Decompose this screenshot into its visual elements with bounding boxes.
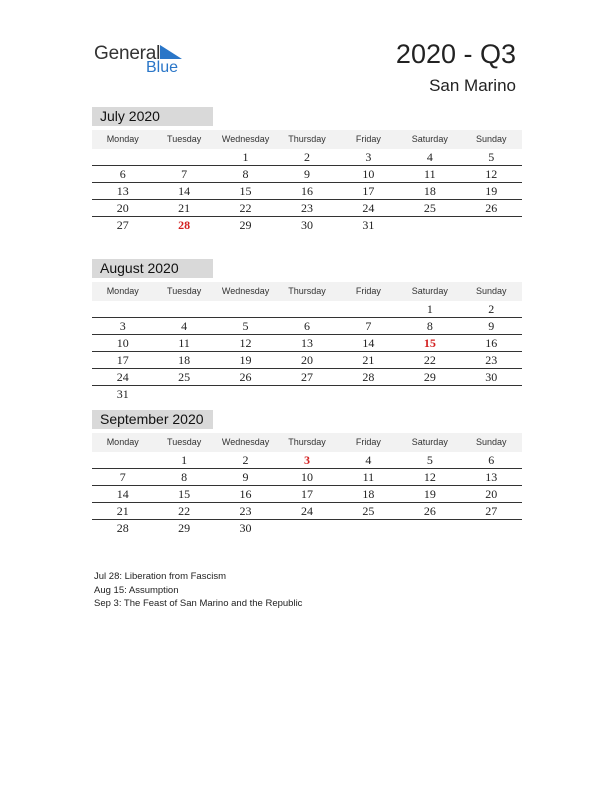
date-cell: 4 [365,453,372,467]
date-cell: 11 [362,470,375,484]
month-label: July 2020 [92,107,213,126]
date-cell: 20 [485,487,498,501]
date-cell: 24 [362,201,375,215]
calendar-grid [92,452,522,536]
date-cell: 16 [485,336,498,350]
week-row [92,183,522,200]
weekday-label: Tuesday [167,437,202,447]
date-cell: 5 [426,453,433,467]
weekday-label: Sunday [475,286,507,296]
date-cell: 7 [181,167,188,181]
date-cell: 22 [178,504,191,518]
date-cell: 14 [116,487,129,501]
date-cell: 3 [119,319,126,333]
date-cell: 8 [242,167,249,181]
date-cell: 8 [426,319,433,333]
date-cell: 17 [116,353,129,367]
week-row [92,301,522,318]
date-cell: 25 [423,201,436,215]
month-september [92,410,522,536]
date-cell: 12 [485,167,498,181]
date-cell: 26 [423,504,436,518]
week-row [92,452,522,469]
logo-text-blue: Blue [146,59,179,76]
holiday-date: 3 [303,453,310,467]
date-cell: 24 [116,370,129,384]
week-row [92,520,522,536]
date-cell [461,386,522,402]
date-cell: 16 [300,184,313,198]
weekday-label: Friday [355,134,381,144]
month-july [92,107,522,233]
date-cell: 19 [423,487,436,501]
page-title: 2020 - Q3 [395,39,516,69]
date-cell: 29 [178,521,191,535]
country-name: San Marino [429,76,516,95]
holiday-note: Aug 15: Assumption [94,584,179,596]
holiday-note: Jul 28: Liberation from Fascism [94,571,226,582]
date-cell: 9 [488,319,495,333]
date-cell: 20 [116,201,129,215]
date-cell: 6 [488,453,495,467]
weekday-label: Saturday [411,134,448,144]
date-cell [399,217,460,233]
date-cell: 25 [178,370,191,384]
date-cell: 2 [242,453,249,467]
date-cell: 16 [239,487,252,501]
date-cell: 22 [239,201,252,215]
date-cell: 14 [178,184,191,198]
date-cell: 7 [119,470,126,484]
week-row [92,486,522,503]
weekday-label: Wednesday [221,134,270,144]
date-cell: 27 [300,370,313,384]
date-cell: 3 [365,150,372,164]
date-cell: 31 [362,218,375,232]
calendar-grid [92,301,522,402]
date-cell: 1 [242,150,249,164]
date-cell [338,301,399,317]
date-cell: 9 [303,167,310,181]
date-cell: 7 [365,319,372,333]
holiday-note: Sep 3: The Feast of San Marino and the Republic [94,598,303,609]
date-cell: 6 [119,167,126,181]
date-cell: 1 [426,302,433,316]
week-row [92,369,522,386]
week-row [92,166,522,183]
date-cell: 2 [488,302,495,316]
week-row [92,200,522,217]
date-cell: 19 [239,353,252,367]
date-cell: 18 [423,184,436,198]
date-cell: 13 [116,184,129,198]
weekday-label: Monday [106,286,139,296]
date-cell: 10 [300,470,313,484]
date-cell: 6 [303,319,310,333]
date-cell [338,520,399,536]
date-cell: 27 [116,218,129,232]
date-cell: 21 [362,353,375,367]
date-cell: 21 [178,201,191,215]
date-cell [215,386,276,402]
date-cell: 30 [239,521,252,535]
weekday-label: Saturday [411,437,448,447]
weekday-label: Tuesday [167,134,202,144]
date-cell: 22 [423,353,436,367]
generalblue-logo [94,40,194,80]
date-cell: 21 [116,504,129,518]
date-cell: 2 [303,150,310,164]
date-cell: 30 [300,218,313,232]
date-cell: 17 [300,487,313,501]
date-cell [153,386,214,402]
date-cell: 17 [362,184,375,198]
date-cell: 1 [181,453,188,467]
date-cell: 30 [485,370,498,384]
date-cell: 26 [239,370,252,384]
date-cell: 4 [181,319,188,333]
date-cell: 26 [485,201,498,215]
date-cell: 9 [242,470,249,484]
week-row [92,469,522,486]
weekday-label: Thursday [288,286,326,296]
date-cell [399,386,460,402]
month-label: September 2020 [92,410,213,429]
date-cell [92,452,153,468]
week-row [92,217,522,233]
date-cell: 28 [362,370,375,384]
date-cell: 8 [181,470,188,484]
calendar-grid [92,149,522,233]
logo-triangle-icon [160,45,182,59]
date-cell: 24 [300,504,313,518]
date-cell [92,149,153,165]
weekday-label: Thursday [288,437,326,447]
date-cell [92,301,153,317]
weekday-label: Monday [106,134,139,144]
date-cell: 5 [242,319,249,333]
weekday-label: Monday [106,437,139,447]
date-cell: 29 [239,218,252,232]
date-cell [215,301,276,317]
date-cell [461,520,522,536]
date-cell: 10 [362,167,375,181]
date-cell [276,520,337,536]
weekday-label: Tuesday [167,286,202,296]
weekday-label: Sunday [475,134,507,144]
date-cell: 27 [485,504,498,518]
date-cell: 11 [178,336,190,350]
date-cell: 18 [178,353,191,367]
week-row [92,149,522,166]
date-cell: 28 [116,521,129,535]
date-cell: 15 [239,184,252,198]
date-cell [461,217,522,233]
date-cell: 18 [362,487,375,501]
weekday-label: Wednesday [221,286,270,296]
holiday-date: 15 [423,336,436,350]
holiday-notes [94,570,302,611]
date-cell: 4 [426,150,433,164]
week-row [92,386,522,402]
weekday-label: Friday [355,437,381,447]
date-cell: 23 [239,504,252,518]
date-cell: 31 [116,387,129,401]
date-cell: 15 [178,487,191,501]
date-cell: 10 [116,336,129,350]
weekday-header [92,282,522,301]
date-cell: 25 [362,504,375,518]
date-cell: 13 [300,336,313,350]
week-row [92,335,522,352]
weekday-label: Sunday [475,437,507,447]
date-cell: 19 [485,184,498,198]
date-cell: 23 [485,353,498,367]
date-cell: 23 [300,201,313,215]
date-cell: 13 [485,470,498,484]
month-august [92,259,522,402]
week-row [92,352,522,369]
weekday-header [92,433,522,452]
date-cell [338,386,399,402]
date-cell [153,149,214,165]
date-cell: 20 [300,353,313,367]
date-cell [276,386,337,402]
date-cell: 12 [239,336,252,350]
date-cell [399,520,460,536]
week-row [92,503,522,520]
weekday-label: Wednesday [221,437,270,447]
weekday-header [92,130,522,149]
holiday-date: 28 [178,218,191,232]
logo-text-general: General [94,43,161,64]
date-cell: 5 [488,150,495,164]
date-cell: 14 [362,336,375,350]
date-cell: 11 [424,167,436,181]
month-label: August 2020 [92,259,213,278]
date-cell: 12 [423,470,436,484]
weekday-label: Thursday [288,134,326,144]
date-cell [276,301,337,317]
date-cell [153,301,214,317]
week-row [92,318,522,335]
weekday-label: Friday [355,286,381,296]
weekday-label: Saturday [411,286,448,296]
date-cell: 29 [423,370,436,384]
